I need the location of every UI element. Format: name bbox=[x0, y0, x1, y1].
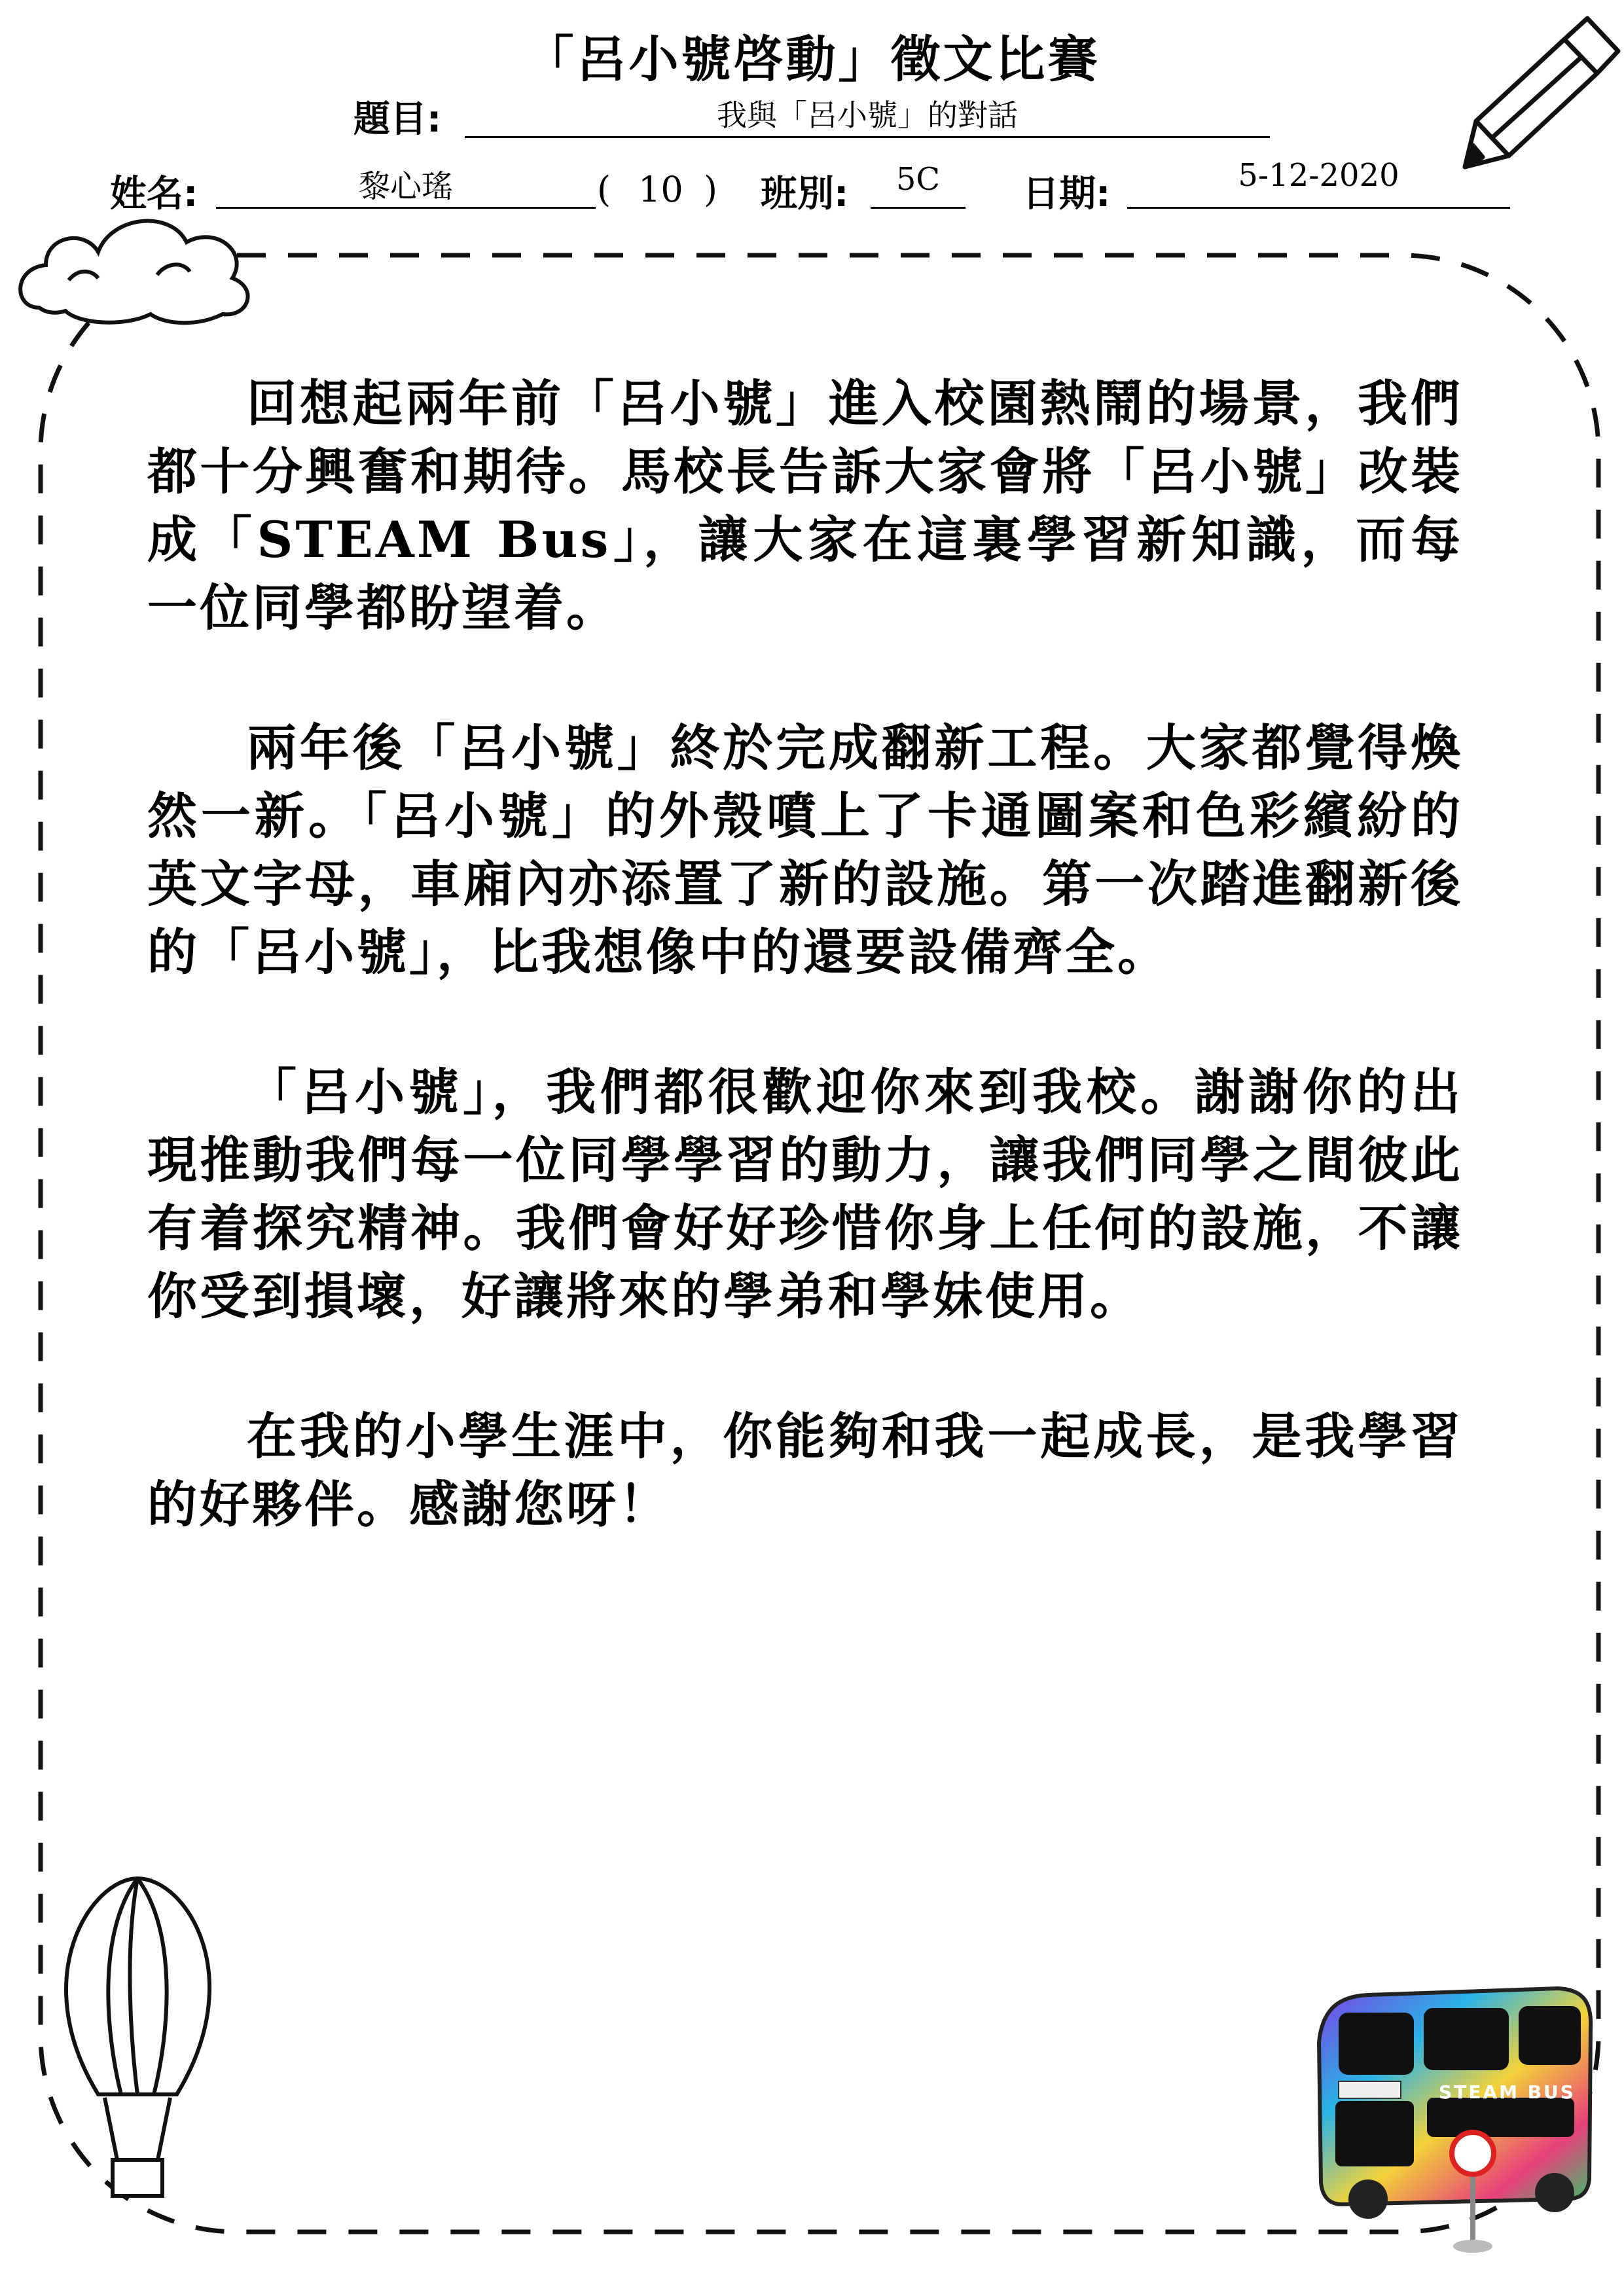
cloud-icon bbox=[20, 221, 247, 323]
hot-air-balloon-icon bbox=[66, 1878, 209, 2196]
number-close: ) bbox=[704, 169, 718, 210]
steam-bus-icon bbox=[1319, 1988, 1591, 2253]
essay-paragraph-1: 回想起兩年前「呂小號」進入校園熱鬧的場景，我們都十分興奮和期待。馬校長告訴大家會將「呂小號」改裝成「STEAM Bus」，讓大家在這裏學習新知識，而每一位同學都盼望着。 bbox=[147, 374, 1463, 637]
essay-paragraph-4: 在我的小學生涯中，你能夠和我一起成長，是我學習的好夥伴。感謝您呀！ bbox=[147, 1407, 1463, 1534]
number-open: ( bbox=[597, 169, 611, 210]
pencil-icon bbox=[1465, 18, 1618, 167]
topic-label: 題目: bbox=[353, 98, 442, 141]
date-field: 5-12-2020 bbox=[1127, 157, 1510, 209]
date-label: 日期: bbox=[1022, 173, 1111, 215]
page-title: 「呂小號啓動」徵文比賽 bbox=[524, 30, 1100, 88]
class-label: 班別: bbox=[761, 173, 849, 215]
topic-field: 我與「呂小號」的對話 bbox=[465, 92, 1270, 138]
bus-lettering: STEAM BUS bbox=[1439, 2081, 1576, 2103]
essay-paragraph-2: 兩年後「呂小號」終於完成翻新工程。大家都覺得煥然一新。「呂小號」的外殼噴上了卡通圖案和色彩繽紛的英文字母，車廂內亦添置了新的設施。第一次踏進翻新後的「呂小號」，比我想像中的還要設備齊全。 bbox=[147, 719, 1463, 981]
name-field: 黎心瑤 bbox=[216, 161, 596, 209]
class-number: 10 bbox=[638, 169, 683, 210]
essay-paragraph-3: 「呂小號」，我們都很歡迎你來到我校。謝謝你的出現推動我們每一位同學學習的動力，讓我們同學之間彼此有着探究精神。我們會好好珍惜你身上任何的設施，不讓你受到損壞，好讓將來的學弟和學妹使用。 bbox=[147, 1063, 1463, 1325]
essay-body bbox=[147, 370, 1463, 1611]
class-field: 5C bbox=[871, 161, 965, 209]
name-label: 姓名: bbox=[110, 173, 198, 215]
